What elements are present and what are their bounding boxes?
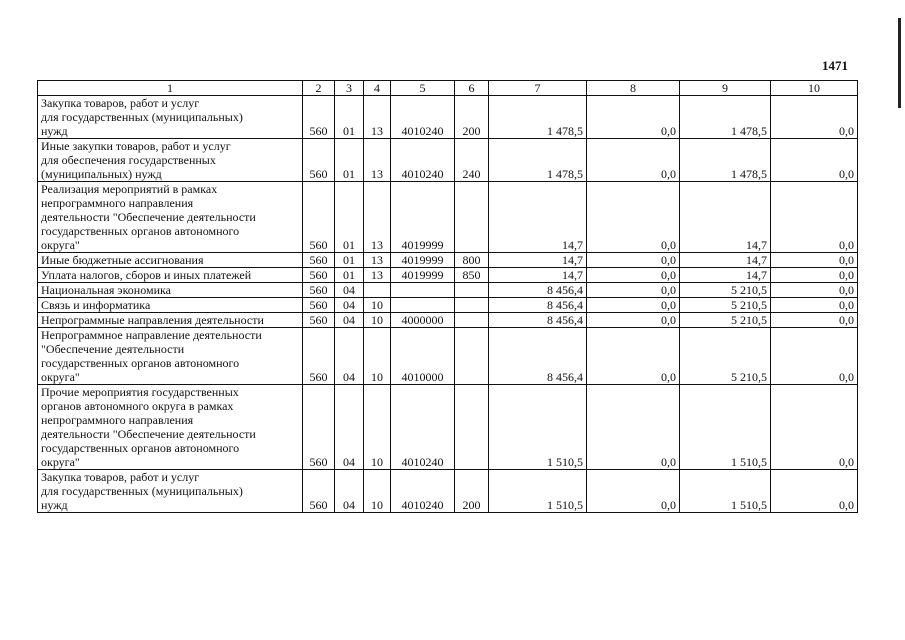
amount-cell: 0,0 xyxy=(587,470,680,513)
column-header: 2 xyxy=(303,81,335,96)
amount-cell: 0,0 xyxy=(587,385,680,470)
column-header-row xyxy=(38,81,858,96)
section-cell: 01 xyxy=(335,139,364,182)
section-cell: 01 xyxy=(335,182,364,253)
target-cell: 4010240 xyxy=(391,96,455,139)
amount-cell: 0,0 xyxy=(771,385,858,470)
row-name-cell: Реализация мероприятий в рамках непрограммного направления деятельности "Обеспечение деятельности государственных органов автономного округа" xyxy=(38,182,303,253)
column-header: 7 xyxy=(489,81,587,96)
table-row xyxy=(38,328,858,385)
subsection-cell: 13 xyxy=(364,253,391,268)
type-cell: 800 xyxy=(455,253,489,268)
table-row xyxy=(38,96,858,139)
amount-cell: 1 510,5 xyxy=(489,385,587,470)
section-cell: 01 xyxy=(335,253,364,268)
target-cell: 4019999 xyxy=(391,268,455,283)
column-header: 8 xyxy=(587,81,680,96)
amount-cell: 0,0 xyxy=(587,96,680,139)
amount-cell: 0,0 xyxy=(587,139,680,182)
type-cell: 240 xyxy=(455,139,489,182)
column-header: 9 xyxy=(680,81,771,96)
section-cell: 04 xyxy=(335,470,364,513)
section-cell: 01 xyxy=(335,268,364,283)
amount-cell: 0,0 xyxy=(587,268,680,283)
amount-cell: 1 478,5 xyxy=(680,96,771,139)
code-cell: 560 xyxy=(303,268,335,283)
row-name-cell: Непрограммные направления деятельности xyxy=(38,313,303,328)
column-header: 1 xyxy=(38,81,303,96)
table-row xyxy=(38,268,858,283)
row-name-cell: Непрограммное направление деятельности "Обеспечение деятельности государственных органов автономного округа" xyxy=(38,328,303,385)
amount-cell: 0,0 xyxy=(771,268,858,283)
row-name-cell: Национальная экономика xyxy=(38,283,303,298)
subsection-cell xyxy=(364,283,391,298)
subsection-cell: 13 xyxy=(364,182,391,253)
subsection-cell: 10 xyxy=(364,470,391,513)
row-name-cell: Уплата налогов, сборов и иных платежей xyxy=(38,268,303,283)
row-name-cell: Закупка товаров, работ и услуг для государственных (муниципальных) нужд xyxy=(38,470,303,513)
type-cell xyxy=(455,298,489,313)
code-cell: 560 xyxy=(303,328,335,385)
amount-cell: 5 210,5 xyxy=(680,298,771,313)
amount-cell: 14,7 xyxy=(680,182,771,253)
type-cell xyxy=(455,385,489,470)
code-cell: 560 xyxy=(303,313,335,328)
code-cell: 560 xyxy=(303,139,335,182)
column-header: 10 xyxy=(771,81,858,96)
amount-cell: 14,7 xyxy=(489,268,587,283)
section-cell: 04 xyxy=(335,298,364,313)
amount-cell: 0,0 xyxy=(771,139,858,182)
table-row xyxy=(38,385,858,470)
column-header: 6 xyxy=(455,81,489,96)
target-cell: 4010240 xyxy=(391,385,455,470)
amount-cell: 1 478,5 xyxy=(680,139,771,182)
section-cell: 04 xyxy=(335,385,364,470)
column-header: 4 xyxy=(364,81,391,96)
amount-cell: 1 478,5 xyxy=(489,139,587,182)
amount-cell: 0,0 xyxy=(771,253,858,268)
subsection-cell: 10 xyxy=(364,298,391,313)
amount-cell: 14,7 xyxy=(680,268,771,283)
amount-cell: 0,0 xyxy=(587,182,680,253)
code-cell: 560 xyxy=(303,470,335,513)
amount-cell: 0,0 xyxy=(771,328,858,385)
amount-cell: 5 210,5 xyxy=(680,283,771,298)
amount-cell: 8 456,4 xyxy=(489,313,587,328)
table-row xyxy=(38,313,858,328)
code-cell: 560 xyxy=(303,385,335,470)
section-cell: 04 xyxy=(335,283,364,298)
table-row xyxy=(38,139,858,182)
code-cell: 560 xyxy=(303,298,335,313)
page-edge-mark xyxy=(898,18,901,108)
amount-cell: 0,0 xyxy=(771,470,858,513)
amount-cell: 0,0 xyxy=(587,313,680,328)
code-cell: 560 xyxy=(303,182,335,253)
amount-cell: 5 210,5 xyxy=(680,328,771,385)
code-cell: 560 xyxy=(303,253,335,268)
row-name-cell: Связь и информатика xyxy=(38,298,303,313)
amount-cell: 0,0 xyxy=(771,313,858,328)
amount-cell: 1 478,5 xyxy=(489,96,587,139)
type-cell: 850 xyxy=(455,268,489,283)
target-cell: 4010000 xyxy=(391,328,455,385)
target-cell: 4019999 xyxy=(391,182,455,253)
amount-cell: 0,0 xyxy=(771,182,858,253)
amount-cell: 0,0 xyxy=(587,283,680,298)
section-cell: 04 xyxy=(335,328,364,385)
target-cell: 4010240 xyxy=(391,139,455,182)
type-cell xyxy=(455,182,489,253)
row-name-cell: Иные бюджетные ассигнования xyxy=(38,253,303,268)
subsection-cell: 13 xyxy=(364,96,391,139)
amount-cell: 0,0 xyxy=(587,298,680,313)
table-row xyxy=(38,253,858,268)
amount-cell: 0,0 xyxy=(771,283,858,298)
table-row xyxy=(38,470,858,513)
code-cell: 560 xyxy=(303,283,335,298)
subsection-cell: 13 xyxy=(364,139,391,182)
type-cell: 200 xyxy=(455,96,489,139)
row-name-cell: Иные закупки товаров, работ и услуг для обеспечения государственных (муниципальных) нужд xyxy=(38,139,303,182)
type-cell xyxy=(455,328,489,385)
amount-cell: 8 456,4 xyxy=(489,283,587,298)
amount-cell: 0,0 xyxy=(587,253,680,268)
amount-cell: 0,0 xyxy=(587,328,680,385)
code-cell: 560 xyxy=(303,96,335,139)
amount-cell: 1 510,5 xyxy=(680,470,771,513)
subsection-cell: 10 xyxy=(364,328,391,385)
type-cell xyxy=(455,313,489,328)
subsection-cell: 10 xyxy=(364,313,391,328)
page-number: 1471 xyxy=(822,58,848,73)
section-cell: 01 xyxy=(335,96,364,139)
table-row xyxy=(38,283,858,298)
amount-cell: 0,0 xyxy=(771,96,858,139)
amount-cell: 14,7 xyxy=(489,253,587,268)
column-header: 3 xyxy=(335,81,364,96)
type-cell xyxy=(455,283,489,298)
table-row xyxy=(38,182,858,253)
row-name-cell: Прочие мероприятия государственных органов автономного округа в рамках непрограммного направления деятельности "Обеспечение деятельности государственных органов автономного округа" xyxy=(38,385,303,470)
amount-cell: 14,7 xyxy=(489,182,587,253)
amount-cell: 14,7 xyxy=(680,253,771,268)
section-cell: 04 xyxy=(335,313,364,328)
budget-table xyxy=(37,80,858,513)
target-cell: 4019999 xyxy=(391,253,455,268)
amount-cell: 5 210,5 xyxy=(680,313,771,328)
target-cell: 4010240 xyxy=(391,470,455,513)
target-cell xyxy=(391,298,455,313)
type-cell: 200 xyxy=(455,470,489,513)
amount-cell: 8 456,4 xyxy=(489,298,587,313)
table-row xyxy=(38,298,858,313)
subsection-cell: 10 xyxy=(364,385,391,470)
column-header: 5 xyxy=(391,81,455,96)
subsection-cell: 13 xyxy=(364,268,391,283)
amount-cell: 8 456,4 xyxy=(489,328,587,385)
amount-cell: 1 510,5 xyxy=(489,470,587,513)
amount-cell: 1 510,5 xyxy=(680,385,771,470)
row-name-cell: Закупка товаров, работ и услуг для государственных (муниципальных) нужд xyxy=(38,96,303,139)
amount-cell: 0,0 xyxy=(771,298,858,313)
target-cell xyxy=(391,283,455,298)
target-cell: 4000000 xyxy=(391,313,455,328)
